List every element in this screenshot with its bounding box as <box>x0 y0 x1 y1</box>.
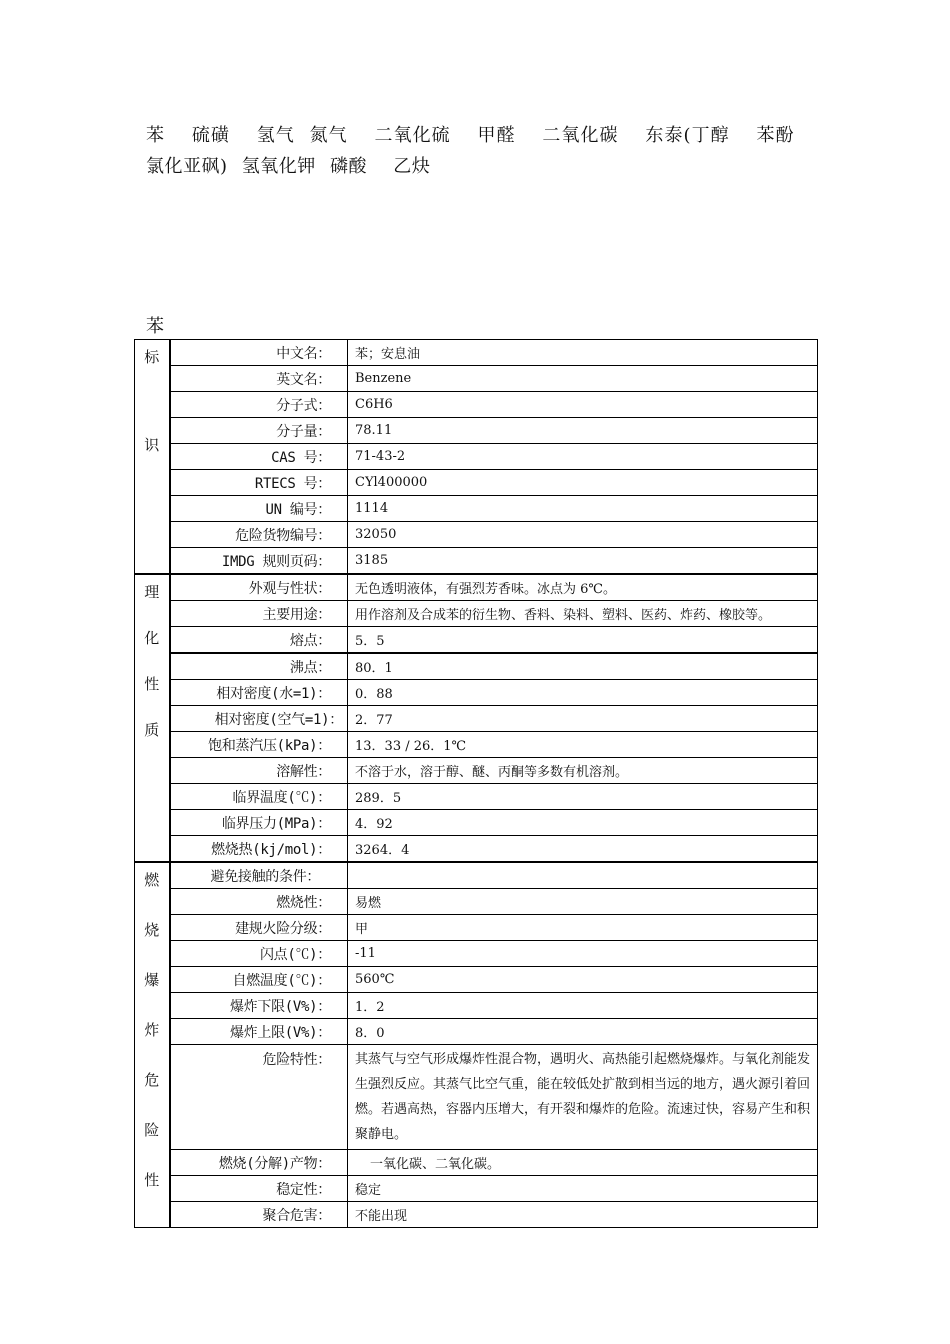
table-row <box>135 444 818 470</box>
row-value: 3264．4 <box>348 836 818 863</box>
row-label: 临界温度(℃)： <box>170 784 348 810</box>
table-row <box>135 784 818 810</box>
table-row <box>135 680 818 706</box>
msds-table <box>134 339 818 1228</box>
row-label: 分子量： <box>170 418 348 444</box>
row-value: 易燃 <box>348 889 818 915</box>
intro-item: 氮气 <box>309 125 348 146</box>
row-value: 8．0 <box>348 1019 818 1045</box>
row-value: Benzene <box>348 366 818 392</box>
row-label: 自燃温度(℃)： <box>170 967 348 993</box>
table-row <box>135 993 818 1019</box>
row-label: 闪点(℃)： <box>170 941 348 967</box>
row-label: 沸点： <box>170 653 348 680</box>
table-row <box>135 392 818 418</box>
row-value: C6H6 <box>348 392 818 418</box>
intro-item: 氢气 <box>256 125 295 146</box>
intro-item: 二氧化碳 <box>542 125 619 146</box>
section-title: 苯 <box>146 316 164 337</box>
row-value: 2．77 <box>348 706 818 732</box>
row-label: 分子式： <box>170 392 348 418</box>
row-label: 建规火险分级： <box>170 915 348 941</box>
table-row <box>135 967 818 993</box>
intro-item: 甲醛 <box>477 125 516 146</box>
table-row <box>135 653 818 680</box>
table-row <box>135 706 818 732</box>
row-label: 相对密度(水=1)： <box>170 680 348 706</box>
category-fire-hazard: 燃 烧 爆 炸 危 险 性 <box>135 862 170 1228</box>
intro-item: 苯 <box>146 125 166 146</box>
table-row <box>135 340 818 366</box>
table-row <box>135 915 818 941</box>
table-row <box>135 366 818 392</box>
row-label: 燃烧性： <box>170 889 348 915</box>
table-row <box>135 522 818 548</box>
table-row <box>135 1045 818 1150</box>
table-row <box>135 1019 818 1045</box>
row-value: 用作溶剂及合成苯的衍生物、香料、染料、塑料、医药、炸药、橡胶等。 <box>348 601 818 627</box>
row-label: 溶解性： <box>170 758 348 784</box>
row-label: 燃烧(分解)产物： <box>170 1150 348 1176</box>
row-value: 1．2 <box>348 993 818 1019</box>
table-row <box>135 496 818 522</box>
row-value: 289．5 <box>348 784 818 810</box>
table-row <box>135 470 818 496</box>
row-value: 苯；安息油 <box>348 340 818 366</box>
row-label: 熔点： <box>170 627 348 654</box>
table-row <box>135 758 818 784</box>
intro-item: 苯酚 <box>756 125 795 146</box>
table-row <box>135 548 818 575</box>
intro-item: 二氧化硫 <box>374 125 451 146</box>
row-label: 避免接触的条件： <box>170 862 348 889</box>
intro-item: 磷酸 <box>330 156 367 177</box>
row-value: 78.11 <box>348 418 818 444</box>
table-row <box>135 601 818 627</box>
row-label: 燃烧热(kj/mol)： <box>170 836 348 863</box>
intro-item: 氢氧化钾 <box>241 156 316 177</box>
table-row <box>135 889 818 915</box>
row-label: 危险特性： <box>170 1045 348 1150</box>
table-row <box>135 862 818 889</box>
document-intro <box>146 120 814 182</box>
row-value: 32050 <box>348 522 818 548</box>
intro-item: 硫磺 <box>191 125 230 146</box>
row-label: 主要用途： <box>170 601 348 627</box>
table-row <box>135 810 818 836</box>
row-label: 外观与性状： <box>170 574 348 601</box>
row-value: 不能出现 <box>348 1202 818 1228</box>
row-label: 中文名： <box>170 340 348 366</box>
table-row <box>135 732 818 758</box>
row-value: 80．1 <box>348 653 818 680</box>
row-value: 560℃ <box>348 967 818 993</box>
table-row <box>135 1202 818 1228</box>
row-value: 不溶于水，溶于醇、醚、丙酮等多数有机溶剂。 <box>348 758 818 784</box>
row-value: 其蒸气与空气形成爆炸性混合物，遇明火、高热能引起燃烧爆炸。与氧化剂能发生强烈反应。其蒸气比空气重，能在较低处扩散到相当远的地方，遇火源引着回燃。若遇高热，容器内压增大，有开裂和爆炸的危险。流速过快，容易产生和积聚静电。 <box>348 1045 818 1150</box>
row-label: UN 编号： <box>170 496 348 522</box>
table-row <box>135 627 818 654</box>
row-value: 4．92 <box>348 810 818 836</box>
row-value: 稳定 <box>348 1176 818 1202</box>
table-row <box>135 418 818 444</box>
table-row <box>135 1150 818 1176</box>
row-value: 一氧化碳、二氧化碳。 <box>348 1150 818 1176</box>
row-label: 英文名： <box>170 366 348 392</box>
row-value: 0．88 <box>348 680 818 706</box>
row-value: 13．33 / 26．1℃ <box>348 732 818 758</box>
row-label: 爆炸上限(V%)： <box>170 1019 348 1045</box>
row-value: 1114 <box>348 496 818 522</box>
intro-item: 东泰(丁醇 <box>645 125 730 146</box>
intro-item: 氯化亚砜) <box>146 156 228 177</box>
table-row <box>135 941 818 967</box>
row-value: 甲 <box>348 915 818 941</box>
table-row <box>135 836 818 863</box>
row-value: -11 <box>348 941 818 967</box>
row-label: 稳定性： <box>170 1176 348 1202</box>
row-label: 临界压力(MPa)： <box>170 810 348 836</box>
category-physchem: 理 化 性 质 <box>135 574 170 862</box>
table-row <box>135 1176 818 1202</box>
row-label: 相对密度(空气=1)： <box>170 706 348 732</box>
row-value: 71-43-2 <box>348 444 818 470</box>
row-label: 饱和蒸汽压(kPa)： <box>170 732 348 758</box>
row-label: 危险货物编号： <box>170 522 348 548</box>
row-label: RTECS 号： <box>170 470 348 496</box>
category-identity: 标 识 <box>135 340 170 575</box>
row-label: IMDG 规则页码： <box>170 548 348 575</box>
row-label: 聚合危害： <box>170 1202 348 1228</box>
table-row <box>135 574 818 601</box>
row-label: CAS 号： <box>170 444 348 470</box>
row-value: 3185 <box>348 548 818 575</box>
row-value <box>348 862 818 889</box>
row-value: CYl400000 <box>348 470 818 496</box>
intro-item: 乙炔 <box>393 156 431 177</box>
row-label: 爆炸下限(V%)： <box>170 993 348 1019</box>
row-value: 5．5 <box>348 627 818 654</box>
row-value: 无色透明液体，有强烈芳香味。冰点为 6℃。 <box>348 574 818 601</box>
